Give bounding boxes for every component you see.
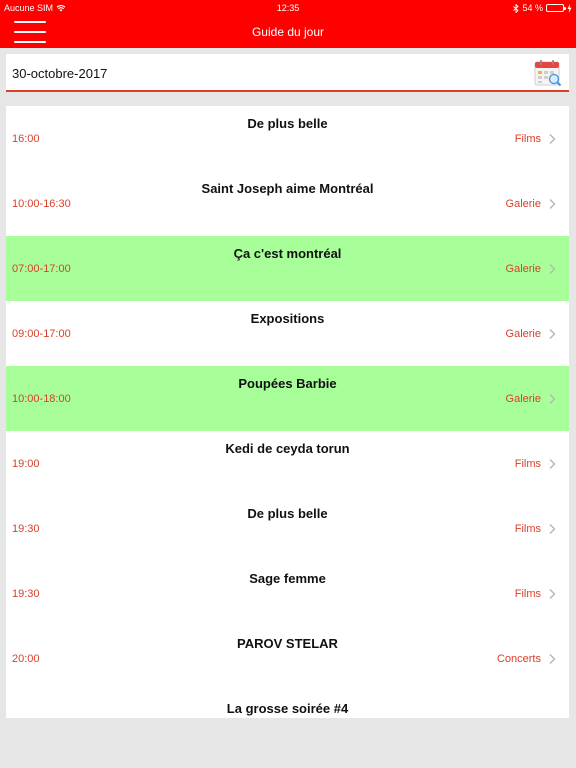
chevron-right-icon <box>547 198 557 210</box>
event-title: De plus belle <box>247 506 328 521</box>
chevron-right-icon <box>547 393 557 405</box>
chevron-right-icon <box>547 523 557 535</box>
event-category: Concerts <box>496 653 541 665</box>
event-row[interactable] <box>6 171 569 236</box>
event-row[interactable] <box>6 106 569 171</box>
event-title: Saint Joseph aime Montréal <box>201 181 374 196</box>
charging-icon <box>567 4 572 13</box>
event-time: 19:30 <box>12 588 40 600</box>
event-category: Galerie <box>505 198 541 210</box>
nav-bar <box>0 16 576 48</box>
event-row[interactable] <box>6 626 569 691</box>
event-time: 16:00 <box>12 133 40 145</box>
chevron-right-icon <box>547 263 557 275</box>
event-title: PAROV STELAR <box>237 636 338 651</box>
event-row[interactable] <box>6 691 569 718</box>
event-category: Films <box>514 458 541 470</box>
event-time: 19:30 <box>12 523 40 535</box>
event-category: Films <box>514 133 541 145</box>
event-category: Galerie <box>505 328 541 340</box>
menu-line <box>14 21 46 23</box>
menu-line <box>14 41 46 43</box>
calendar-icon[interactable] <box>534 59 562 87</box>
battery-icon <box>546 4 564 12</box>
event-title: Poupées Barbie <box>238 376 337 391</box>
chevron-right-icon <box>547 133 557 145</box>
carrier-label: Aucune SIM <box>4 3 54 13</box>
event-time: 10:00-18:00 <box>12 393 71 405</box>
event-time: 09:00-17:00 <box>12 328 71 340</box>
event-title: Expositions <box>250 311 325 326</box>
event-row[interactable] <box>6 561 569 626</box>
event-row[interactable] <box>6 431 569 496</box>
bluetooth-icon <box>513 4 519 13</box>
date-value: 30-octobre-2017 <box>12 66 108 81</box>
event-category: Galerie <box>505 393 541 405</box>
status-right <box>513 3 572 13</box>
event-category: Films <box>514 588 541 600</box>
event-row[interactable] <box>6 366 569 431</box>
event-row[interactable] <box>6 496 569 561</box>
chevron-right-icon <box>547 328 557 340</box>
event-title: Sage femme <box>249 571 326 586</box>
page-title: Guide du jour <box>251 25 325 39</box>
event-title: De plus belle <box>247 116 328 131</box>
event-time: 10:00-16:30 <box>12 198 71 210</box>
event-title: La grosse soirée #4 <box>226 701 349 716</box>
event-title: Ça c'est montréal <box>233 246 342 261</box>
event-category: Films <box>514 523 541 535</box>
event-row[interactable] <box>6 236 569 301</box>
chevron-right-icon <box>547 653 557 665</box>
event-title: Kedi de ceyda torun <box>225 441 350 456</box>
status-time: 12:35 <box>276 3 300 13</box>
event-list[interactable] <box>6 106 569 718</box>
chevron-right-icon <box>547 588 557 600</box>
chevron-right-icon <box>547 458 557 470</box>
battery-percent: 54 % <box>522 3 543 13</box>
event-time: 19:00 <box>12 458 40 470</box>
event-row[interactable] <box>6 301 569 366</box>
event-time: 20:00 <box>12 653 40 665</box>
date-selector[interactable] <box>6 54 569 92</box>
event-time: 07:00-17:00 <box>12 263 71 275</box>
event-category: Galerie <box>505 263 541 275</box>
status-bar <box>0 0 576 16</box>
